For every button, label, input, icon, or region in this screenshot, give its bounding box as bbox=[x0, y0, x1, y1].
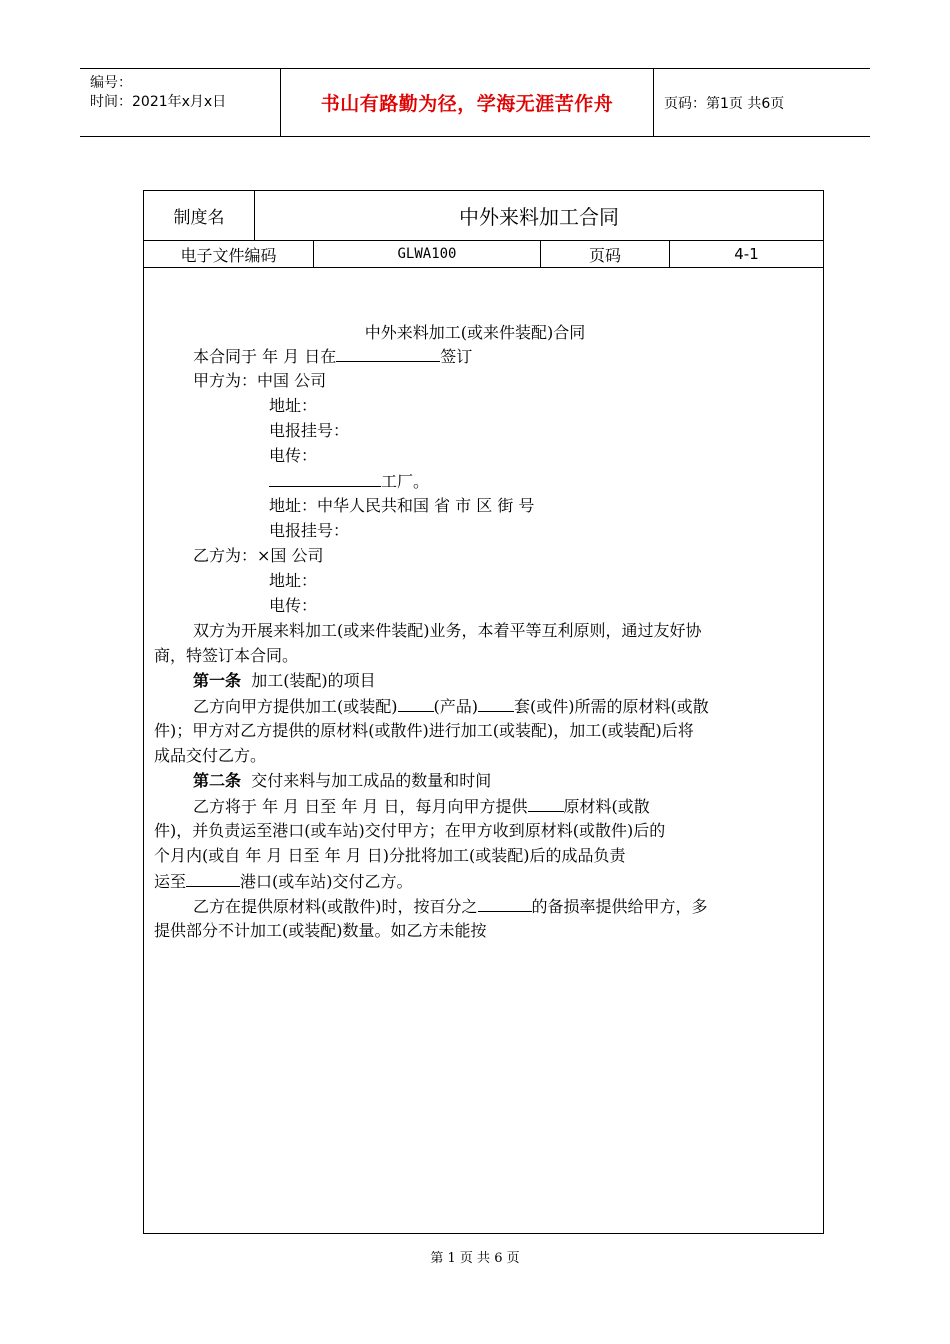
contract-line: 乙方向甲方提供加工(或装配) (产品) 套(或件)所需的原材料(或散 bbox=[193, 697, 709, 716]
time-label: 时间：2021年x月x日 bbox=[90, 94, 227, 110]
motto: 书山有路勤为径，学海无涯苦作舟 bbox=[281, 69, 654, 136]
contract-line: 甲方为：中国 公司 bbox=[193, 371, 327, 390]
contract-line: 电传： bbox=[269, 446, 318, 465]
contract-line: 件)；甲方对乙方提供的原材料(或散件)进行加工(或装配)，加工(或装配)后将 bbox=[154, 721, 694, 740]
contract-line: 地址：中华人民共和国 省 市 区 街 号 bbox=[269, 496, 535, 515]
header-meta bbox=[80, 69, 281, 136]
contract-line: 乙方在提供原材料(或散件)时，按百分之 的备损率提供给甲方，多 bbox=[193, 897, 708, 916]
contract-title: 中外来料加工(或来件装配)合同 bbox=[364, 323, 586, 342]
contract-line: 工厂。 bbox=[269, 471, 429, 492]
header-page-info: 页码：第1页 共6页 bbox=[664, 95, 785, 112]
form-name-label: 制度名 bbox=[144, 191, 255, 240]
contract-line: 件)，并负责运至港口(或车站)交付甲方；在甲方收到原材料(或散件)后的 bbox=[154, 821, 666, 840]
contract-line: 双方为开展来料加工(或来件装配)业务，本着平等互利原则，通过友好协 bbox=[193, 621, 702, 640]
contract-line: 商，特签订本合同。 bbox=[154, 646, 299, 665]
file-code-label: 电子文件编码 bbox=[144, 241, 314, 267]
number-label: 编号： bbox=[90, 75, 132, 91]
article-heading: 第一条 加工(装配)的项目 bbox=[193, 671, 376, 690]
contract-line: 提供部分不计加工(或装配)数量。如乙方未能按 bbox=[154, 921, 487, 940]
article-heading: 第二条 交付来料与加工成品的数量和时间 bbox=[193, 771, 492, 790]
contract-line: 地址： bbox=[269, 396, 318, 415]
contract-line: 电传： bbox=[269, 596, 318, 615]
contract-line: 电报挂号： bbox=[269, 421, 350, 440]
page-header bbox=[80, 68, 870, 137]
contract-line: 乙方为：×国 公司 bbox=[193, 546, 324, 565]
contract-line: 个月内(或自 年 月 日至 年 月 日)分批将加工(或装配)后的成品负责 bbox=[154, 846, 626, 865]
form-name-value: 中外来料加工合同 bbox=[459, 205, 619, 229]
contract-line: 电报挂号： bbox=[269, 521, 350, 540]
contract-line: 本合同于 年 月 日在 签订 bbox=[193, 347, 473, 366]
contract-line: 成品交付乙方。 bbox=[154, 746, 267, 765]
contract-line: 运至 港口(或车站)交付乙方。 bbox=[154, 872, 413, 891]
contract-line: 乙方将于 年 月 日至 年 月 日，每月向甲方提供 原材料(或散 bbox=[193, 797, 650, 816]
contract-line: 地址： bbox=[269, 571, 318, 590]
page-label: 页码 bbox=[541, 241, 670, 267]
page-value: 4-1 bbox=[734, 245, 759, 263]
file-code-value: GLWA100 bbox=[314, 241, 541, 267]
form-name-row bbox=[144, 191, 823, 241]
form-code-row bbox=[144, 241, 823, 268]
page-footer: 第 1 页 共 6 页 bbox=[430, 1251, 520, 1266]
